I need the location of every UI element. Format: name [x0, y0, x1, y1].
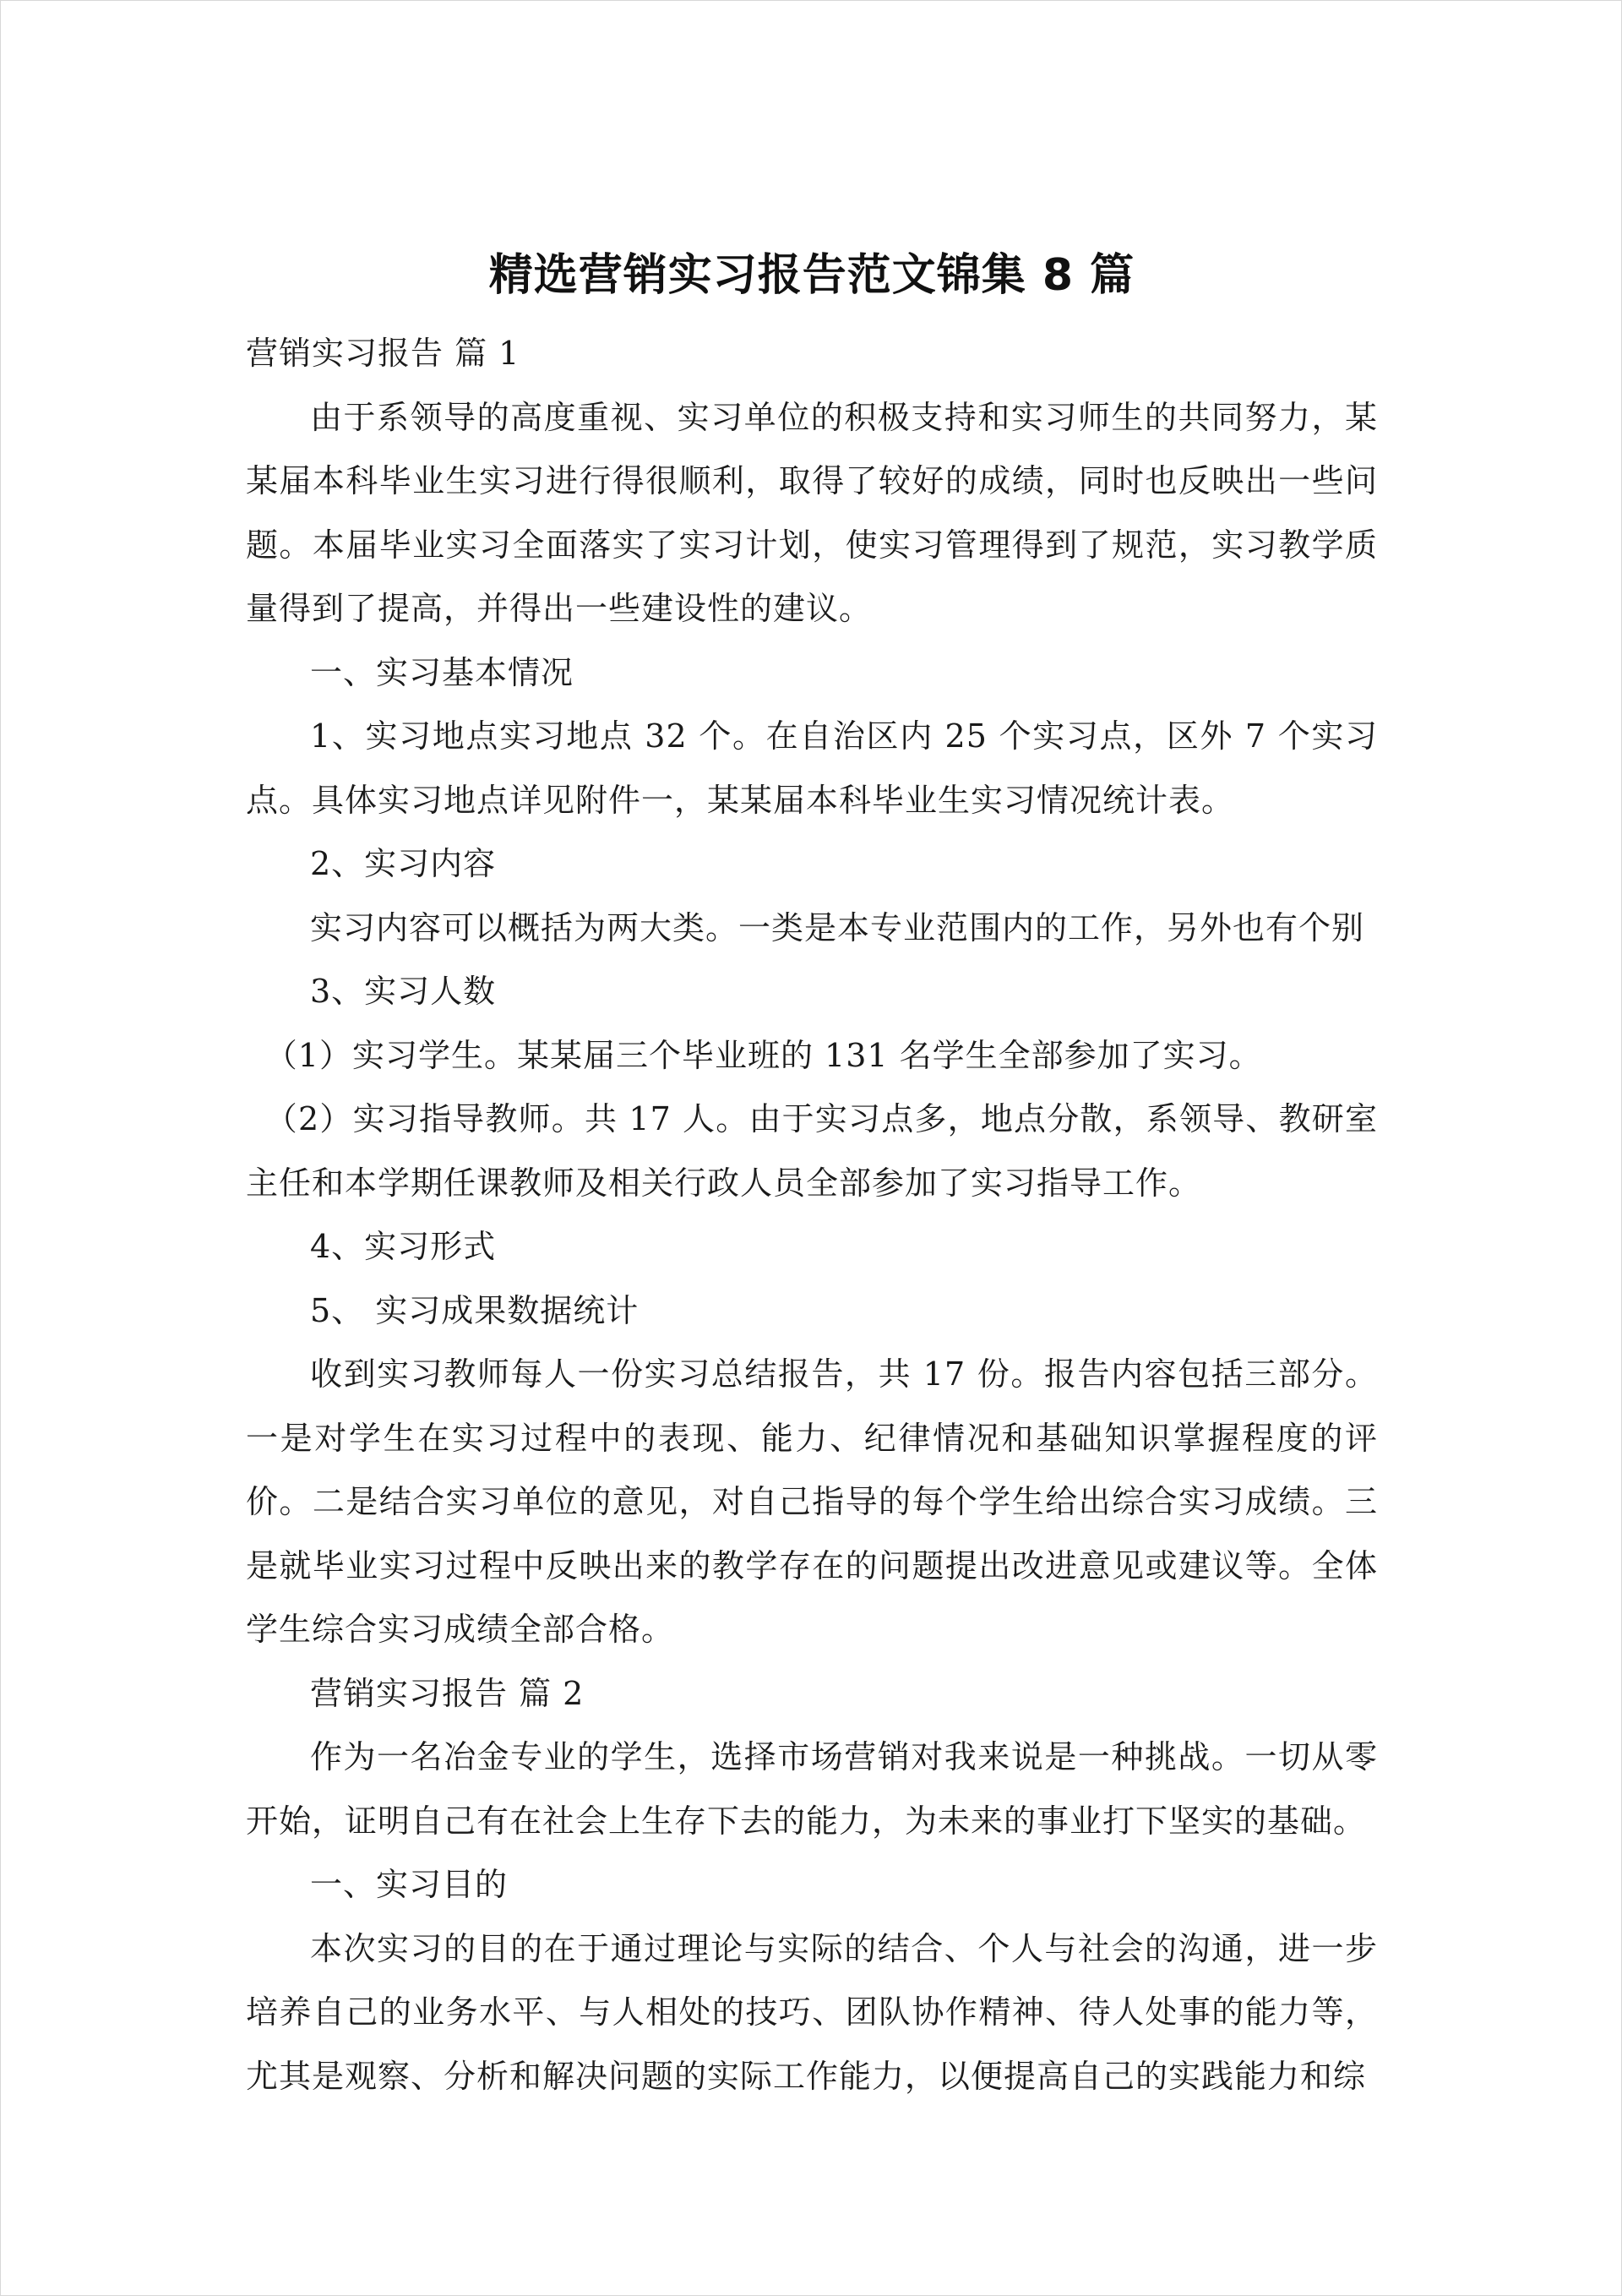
subheading: 一、实习基本情况 — [310, 653, 574, 691]
paragraph: 由于系领导的高度重视、实习单位的积极支持和实习师生的共同努力，某某届本科毕业生实习进行得很顺利，取得了较好的成绩，同时也反映出一些问题。本届毕业实习全面落实了实习计划，使实习管理得到了规范，实习教学质量得到了提高，并得出一些建设性的建议。 — [246, 398, 1378, 627]
subheading: 一、实习目的 — [310, 1866, 509, 1903]
subheading: 2、实习内容 — [310, 845, 497, 882]
paragraph: 实习内容可以概括为两大类。一类是本专业范围内的工作，另外也有个别 — [310, 908, 1365, 946]
paragraph: （1）实习学生。某某届三个毕业班的 131 名学生全部参加了实习。 — [264, 1036, 1262, 1074]
document-body — [246, 322, 1378, 2108]
section-heading-1: 营销实习报告 篇 1 — [246, 335, 520, 372]
paragraph: 作为一名冶金专业的学生，选择市场营销对我来说是一种挑战。一切从零开始，证明自己有在社会上生存下去的能力，为未来的事业打下坚实的基础。 — [246, 1738, 1378, 1840]
paragraph: （2）实习指导教师。共 17 人。由于实习点多，地点分散，系领导、教研室主任和本学期任课教师及相关行政人员全部参加了实习指导工作。 — [246, 1100, 1378, 1202]
subheading: 3、实习人数 — [310, 973, 497, 1010]
document-title: 精选营销实习报告范文锦集 8 篇 — [488, 250, 1135, 301]
paragraph: 本次实习的目的在于通过理论与实际的结合、个人与社会的沟通，进一步培养自己的业务水平、与人相处的技巧、团队协作精神、待人处事的能力等，尤其是观察、分析和解决问题的实际工作能力，以便提高自己的实践能力和综 — [246, 1929, 1378, 2095]
subheading: 4、实习形式 — [310, 1228, 497, 1265]
section-heading-2: 营销实习报告 篇 2 — [310, 1674, 585, 1712]
subheading: 5、 实习成果数据统计 — [310, 1291, 640, 1329]
paragraph: 收到实习教师每人一份实习总结报告，共 17 份。报告内容包括三部分。一是对学生在实习过程中的表现、能力、纪律情况和基础知识掌握程度的评价。二是结合实习单位的意见，对自己指导的每个学生给出综合实习成绩。三是就毕业实习过程中反映出来的教学存在的问题提出改进意见或建议等。全体学生综合实习成绩全部合格。 — [246, 1355, 1378, 1648]
paragraph: 1、实习地点实习地点 32 个。在自治区内 25 个实习点，区外 7 个实习点。具体实习地点详见附件一，某某届本科毕业生实习情况统计表。 — [246, 717, 1378, 819]
